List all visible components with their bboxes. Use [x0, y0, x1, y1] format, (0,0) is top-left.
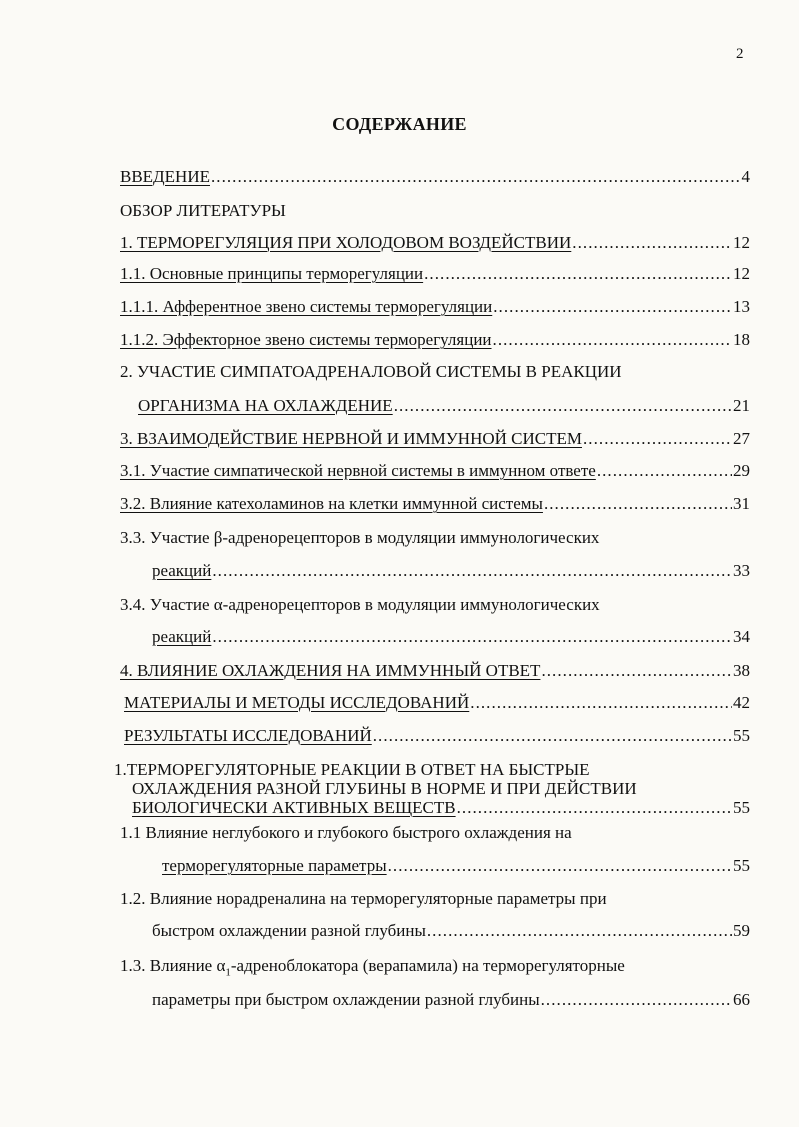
toc-entry-4[interactable]	[120, 660, 750, 682]
toc-entry-label: 1.1.2. Эффекторное звено системы терморегуляции	[120, 330, 492, 349]
leader-dots	[212, 560, 732, 582]
toc-entry-label: РЕЗУЛЬТАТЫ ИССЛЕДОВАНИЙ	[124, 726, 372, 745]
toc-entry-label: 4. ВЛИЯНИЕ ОХЛАЖДЕНИЯ НА ИММУННЫЙ ОТВЕТ	[120, 661, 541, 680]
toc-entry-label: 1.1.1. Афферентное звено системы терморегуляции	[120, 297, 493, 316]
leader-dots	[394, 395, 732, 417]
toc-entry-label-sub: 1	[225, 966, 231, 979]
toc-entry-page: 66	[733, 990, 750, 1009]
toc-entry-results-1-1[interactable]	[162, 855, 750, 877]
toc-entry-page: 42	[733, 693, 750, 712]
toc-entry-introduction[interactable]	[120, 166, 750, 188]
leader-dots	[211, 166, 741, 188]
leader-dots	[544, 493, 732, 515]
toc-entry-label: 1.1. Основные принципы терморегуляции	[120, 264, 424, 283]
toc-entry-page: 55	[733, 798, 750, 817]
toc-entry-results-1-1-line1[interactable]: 1.1 Влияние неглубокого и глубокого быстрого охлаждения на	[120, 823, 572, 842]
toc-entry-3-4-line1[interactable]: 3.4. Участие α-адренорецепторов в модуляции иммунологических	[120, 595, 600, 614]
toc-entry-label: МАТЕРИАЛЫ И МЕТОДЫ ИССЛЕДОВАНИЙ	[124, 693, 470, 712]
toc-entry-page: 27	[733, 429, 750, 448]
toc-entry-3-3[interactable]	[152, 560, 750, 582]
toc-entry-label-pre: 1.3. Влияние α	[120, 956, 226, 975]
leader-dots	[427, 920, 732, 942]
toc-entry-1-1[interactable]	[120, 263, 750, 285]
toc-entry-label: быстром охлаждении разной глубины	[152, 921, 426, 940]
toc-entry-3-2[interactable]	[120, 493, 750, 515]
toc-entry-page: 34	[733, 627, 750, 646]
toc-entry-page: 13	[733, 297, 750, 316]
leader-dots	[212, 626, 732, 648]
toc-entry-2[interactable]	[138, 395, 750, 417]
leader-dots	[493, 329, 732, 351]
toc-entry-results-1-2-line1[interactable]: 1.2. Влияние норадреналина на терморегуляторные параметры при	[120, 889, 607, 908]
toc-entry-label: 3.2. Влияние катехоламинов на клетки иммунной системы	[120, 494, 543, 513]
toc-entry-page: 21	[733, 396, 750, 415]
leader-dots	[541, 989, 732, 1011]
toc-entry-results-1-2[interactable]	[152, 920, 750, 942]
toc-entry-results-1-3[interactable]	[152, 989, 750, 1011]
toc-entry-3[interactable]	[120, 428, 750, 450]
toc-title: СОДЕРЖАНИЕ	[332, 114, 467, 134]
toc-entry-label: реакций	[152, 561, 212, 580]
toc-entry-page: 29	[733, 461, 750, 480]
toc-entry-page: 33	[733, 561, 750, 580]
page-number: 2	[736, 46, 744, 62]
toc-entry-1-1-2[interactable]	[120, 329, 750, 351]
leader-dots	[373, 725, 732, 747]
toc-entry-1-1-1[interactable]	[120, 296, 750, 318]
toc-entry-label-post: -адреноблокатора (верапамила) на терморегуляторные	[230, 956, 625, 975]
toc-entry-2-line1[interactable]: 2. УЧАСТИЕ СИМПАТОАДРЕНАЛОВОЙ СИСТЕМЫ В РЕАКЦИИ	[120, 362, 622, 381]
toc-entry-page: 12	[733, 264, 750, 283]
leader-dots	[597, 460, 732, 482]
leader-dots	[457, 798, 732, 817]
toc-entry-page: 55	[733, 856, 750, 875]
toc-entry-label: 3. ВЗАИМОДЕЙСТВИЕ НЕРВНОЙ И ИММУННОЙ СИСТЕМ	[120, 429, 582, 448]
toc-entry-page: 4	[741, 167, 750, 186]
toc-entry-3-1[interactable]	[120, 460, 750, 482]
leader-dots	[388, 855, 732, 877]
toc-entry-page: 18	[733, 330, 750, 349]
toc-entry-label: реакций	[152, 627, 212, 646]
leader-dots	[583, 428, 732, 450]
toc-entry-3-3-line1[interactable]: 3.3. Участие β-адренорецепторов в модуляции иммунологических	[120, 528, 600, 547]
leader-dots	[424, 263, 732, 285]
toc-entry-results-1-3-line1[interactable]	[120, 955, 625, 983]
toc-entry-label: 1. ТЕРМОРЕГУЛЯЦИЯ ПРИ ХОЛОДОВОМ ВОЗДЕЙСТВИИ	[120, 233, 572, 252]
toc-entry-label: параметры при быстром охлаждении разной глубины	[152, 990, 540, 1009]
toc-entry-page: 55	[733, 726, 750, 745]
toc-entry-page: 59	[733, 921, 750, 940]
leader-dots	[493, 296, 732, 318]
toc-entry-page: 38	[733, 661, 750, 680]
toc-entry-1[interactable]	[120, 232, 750, 254]
toc-entry-label-line1: 1.ТЕРМОРЕГУЛЯТОРНЫЕ РЕАКЦИИ В ОТВЕТ НА БЫСТРЫЕ	[114, 760, 590, 779]
toc-entry-label: ОРГАНИЗМА НА ОХЛАЖДЕНИЕ	[138, 396, 393, 415]
toc-entry-page: 31	[733, 494, 750, 513]
leader-dots	[470, 692, 732, 714]
toc-section-heading-literature: ОБЗОР ЛИТЕРАТУРЫ	[120, 201, 286, 220]
leader-dots	[572, 232, 732, 254]
toc-entry-label-line3: БИОЛОГИЧЕСКИ АКТИВНЫХ ВЕЩЕСТВ	[132, 798, 456, 817]
toc-entry-page: 12	[733, 233, 750, 252]
toc-entry-label-line2: ОХЛАЖДЕНИЯ РАЗНОЙ ГЛУБИНЫ В НОРМЕ И ПРИ ДЕЙСТВИИ	[132, 779, 637, 798]
toc-entry-label: 3.1. Участие симпатической нервной системы в иммунном ответе	[120, 461, 596, 480]
toc-entry-label: терморегуляторные параметры	[162, 856, 387, 875]
leader-dots	[541, 660, 732, 682]
toc-entry-results[interactable]	[124, 725, 750, 747]
toc-entry-3-4[interactable]	[152, 626, 750, 648]
toc-entry-results-1[interactable]	[114, 760, 750, 817]
toc-entry-label: ВВЕДЕНИЕ	[120, 167, 210, 186]
toc-entry-materials-methods[interactable]	[124, 692, 750, 714]
